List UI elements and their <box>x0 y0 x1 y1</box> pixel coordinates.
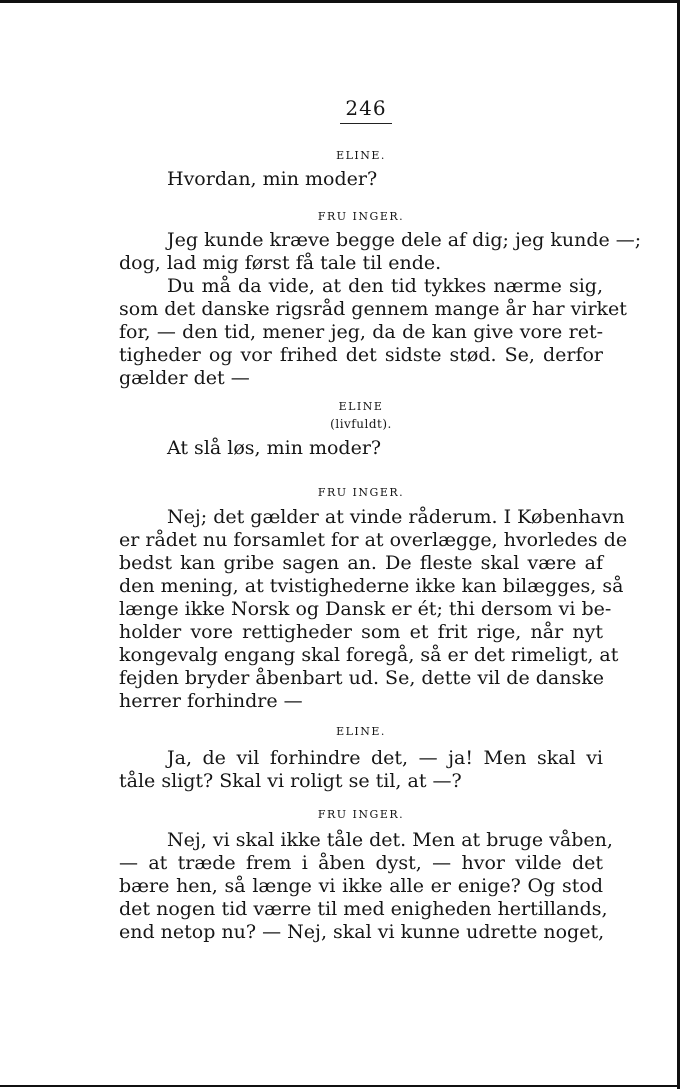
text-line: Nej; det gælder at vinde råderum. I København <box>167 506 625 528</box>
text-line: som det danske rigsråd gennem mange år har virket <box>119 298 627 320</box>
text-line: Ja, de vil forhindre det, — ja! Men skal vi <box>167 747 603 769</box>
scan-top-edge <box>0 0 680 3</box>
text-line: den mening, at tvistighederne ikke kan bilægges, så <box>119 575 624 597</box>
text-line: længe ikke Norsk og Dansk er ét; thi dersom vi be- <box>119 598 612 620</box>
text-line: er rådet nu forsamlet for at overlægge, hvorledes de <box>119 529 628 551</box>
text-line: end netop nu? — Nej, skal vi kunne udrette noget, <box>119 921 605 943</box>
text-line: tåle sligt? Skal vi roligt se til, at —? <box>119 770 462 792</box>
text-line: kongevalg engang skal foregå, så er det rimeligt, at <box>119 644 619 666</box>
text-line: Jeg kunde kræve begge dele af dig; jeg kunde —; <box>167 229 642 251</box>
speaker-label: ELINE <box>338 400 384 413</box>
text-line: dog, lad mig først få tale til ende. <box>119 252 442 274</box>
text-line: At slå løs, min moder? <box>167 437 382 459</box>
text-line: for, — den tid, mener jeg, da de kan give vore ret- <box>119 321 603 343</box>
text-line: Hvordan, min moder? <box>167 168 378 190</box>
scan-bottom-edge <box>0 1085 680 1087</box>
text-line: det nogen tid værre til med enigheden hertillands, <box>119 898 608 920</box>
speaker-label: FRU INGER. <box>317 210 405 223</box>
speaker-label: FRU INGER. <box>317 808 405 821</box>
speaker-label: ELINE. <box>336 149 386 162</box>
speaker-label: ELINE. <box>336 725 386 738</box>
text-line: fejden bryder åbenbart ud. Se, dette vil de danske <box>119 667 604 689</box>
text-line: bære hen, så længe vi ikke alle er enige? Og stod <box>119 875 603 897</box>
text-line: tigheder og vor frihed det sidste stød. Se, derfor <box>119 344 603 366</box>
text-line: herrer forhindre — <box>119 690 303 712</box>
text-line: gælder det — <box>119 367 250 389</box>
stage-direction: (livfuldt). <box>330 417 392 431</box>
speaker-label: FRU INGER. <box>317 486 405 499</box>
text-line: holder vore rettigheder som et frit rige, når nyt <box>119 621 603 643</box>
text-line: bedst kan gribe sagen an. De fleste skal være af <box>119 552 603 574</box>
text-line: Nej, vi skal ikke tåle det. Men at bruge våben, <box>167 829 613 851</box>
page-number-rule <box>340 123 392 124</box>
page-number: 246 <box>345 96 387 120</box>
text-line: — at træde frem i åben dyst, — hvor vilde det <box>119 852 603 874</box>
text-line: Du må da vide, at den tid tykkes nærme sig, <box>167 275 603 297</box>
